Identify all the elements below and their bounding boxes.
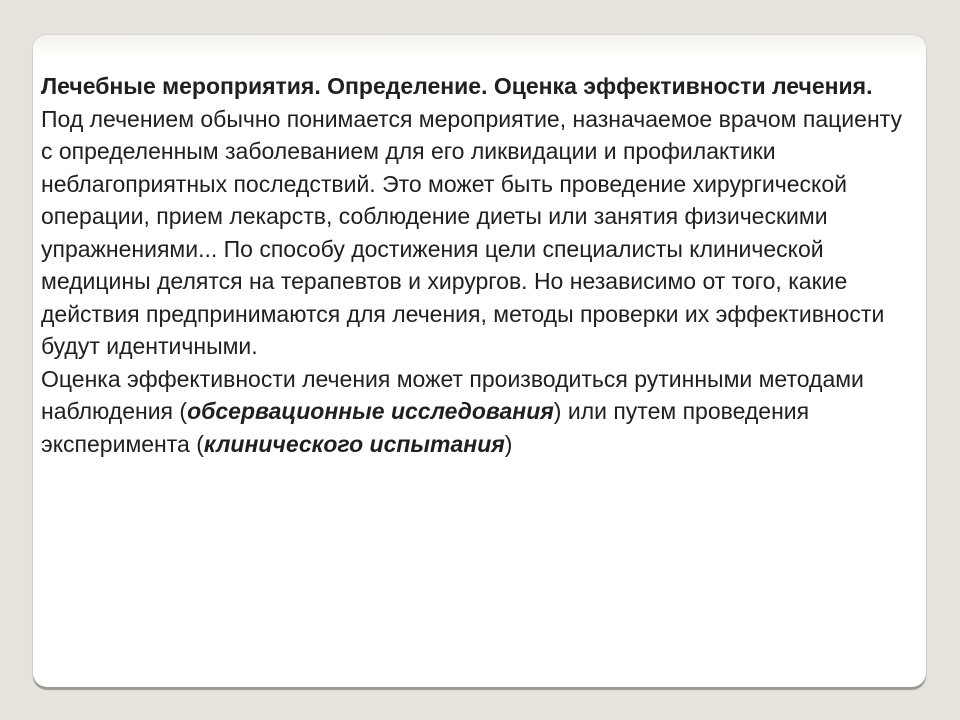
slide-content: [41, 70, 919, 460]
paragraph-text-part: Оценка эффективности лечения может производиться рутинными методами наблюдения (: [41, 365, 864, 424]
slide-title: Лечебные мероприятия. Определение. Оценка эффективности лечения.: [41, 73, 873, 99]
term-observational-studies: обсервационные исследования: [187, 398, 554, 424]
paragraph-effectiveness-assessment: [41, 363, 919, 461]
slide-card: [33, 35, 926, 687]
paragraph-text-part: ): [504, 430, 513, 457]
paragraph-text-part: ) или путем проведения эксперимента (: [41, 398, 810, 457]
term-clinical-trial: клинического испытания: [203, 430, 505, 457]
paragraph-treatment-definition: Под лечением обычно понимается мероприятие, назначаемое врачом пациенту с определенным заболеванием для его ликвидации и профилактики неблагоприятных последствий. Это может быть проведение хирургической операции, прием лекарств, соблюдение диеты или занятия физическими упражнениями... По способу достижения цели специалисты клинической медицины делятся на терапевтов и хирургов. Но независимо от того, какие действия предпринимаются для лечения, методы проверки их эффективности будут идентичными.: [41, 105, 902, 359]
